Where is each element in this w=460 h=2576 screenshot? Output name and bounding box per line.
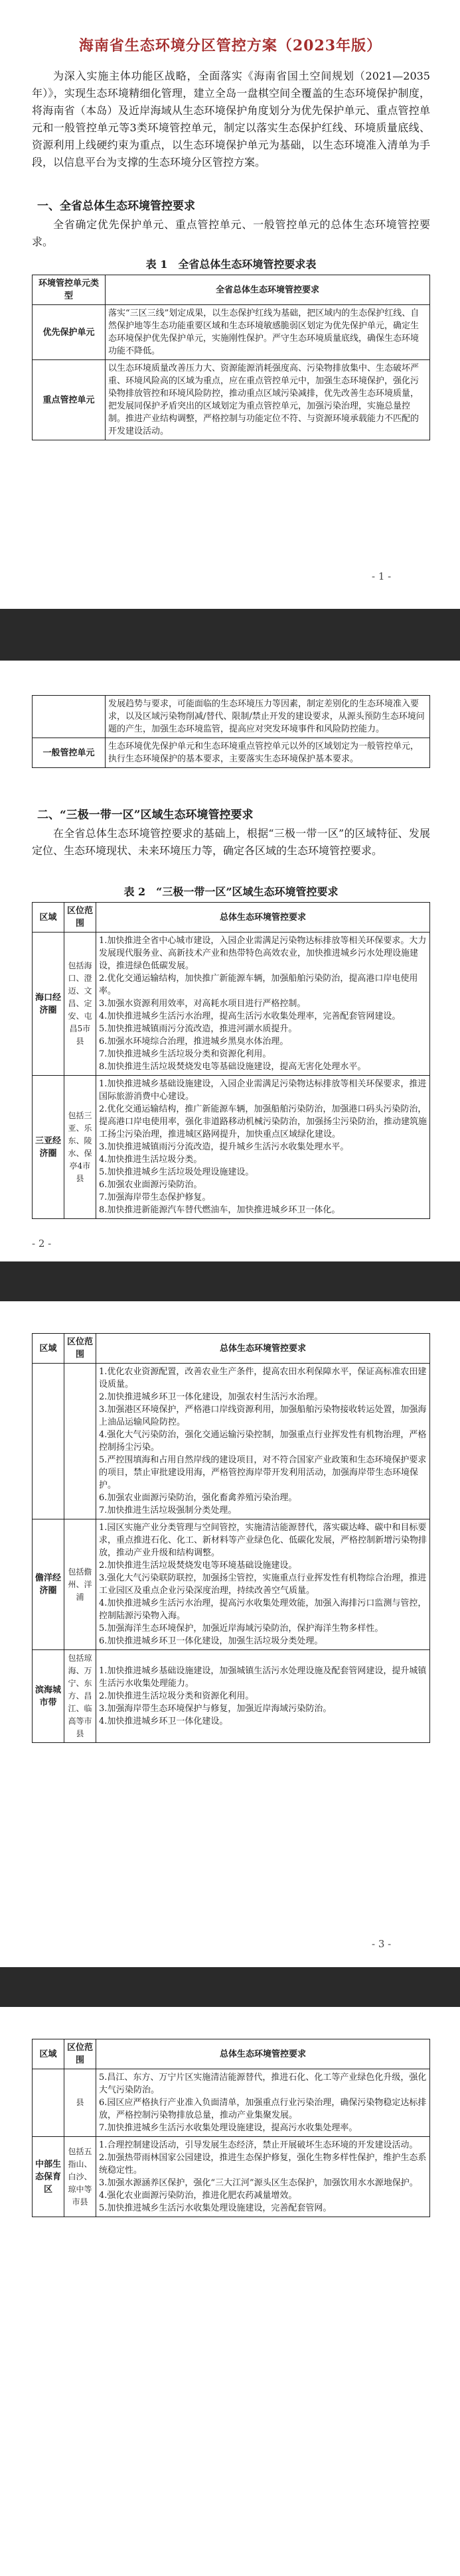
scope-cell: 包括儋州、洋浦 (64, 1519, 96, 1650)
page-number: - 2 - (32, 1238, 52, 1250)
requirement-cell: 1.合理控制建设活动，引导发展生态经济，禁止开展破坏生态环境的开发建设活动。 2.加强热带雨林国家公园建设，推进生态保护修复，强化生物多样性保护，维护生态系统稳定性。 3.加强水源涵养区保护，强化“三大江河”源头区生态保护，加强饮用水水源地保护。 4.强化农业面源污染防治，推进化肥农药减量增效。 5.加快推进城乡生活污水收集处理设施建设，完善配套管网。 (96, 2137, 430, 2217)
region-cell: 滨海城市带 (33, 1650, 64, 1743)
table-2 (32, 902, 430, 1219)
table-row (33, 2069, 430, 2137)
document-page-3 (0, 1301, 460, 1967)
table-row (33, 360, 430, 440)
table-1-continued (32, 695, 430, 768)
page-title: 海南省生态环境分区管控方案（2023年版） (78, 37, 382, 54)
requirement-cell: 5.昌江、东方、万宁片区实施清洁能源替代，推进石化、化工等产业绿色化升级，强化大气污染防治。 6.园区应严格执行产业准入负面清单，加强重点行业污染治理，确保污染物稳定达标排放，严格控制污染物排放总量，推动产业集聚发展。 7.加快推进城乡生活污水收集处理设施建设，提高污水收集处理率。 (96, 2069, 430, 2137)
intro-paragraph: 为深入实施主体功能区战略，全面落实《海南省国土空间规划（2021—2035年）》，实现生态环境精细化管理，建立全岛一盘棋空间全覆盖的生态环境保护制度，将海南省（本岛）及近岸海域从生态环境保护角度划分为优先保护单元、重点管控单元和一般管控单元等3类环境管控单元，制定以落实生态保护红线、环境质量底线、资源利用上线硬约束为重点，以生态环境保护单元为基础，以生态环境准入清单为手段，以信息平台为支撑的生态环境分区管控方案。 (32, 70, 430, 168)
document-page-1 (0, 0, 460, 609)
unit-type-cell: 优先保护单元 (33, 305, 106, 360)
scope-cell: 包括海口、澄迈、文昌、定安、屯昌5市县 (64, 933, 96, 1076)
table-2-continued (32, 1333, 430, 1743)
region-cell: 儋洋经济圈 (33, 1519, 64, 1650)
scope-cell: 包括五指山、白沙、琼中等市县 (64, 2137, 96, 2217)
requirement-cell: 发展趋势与要求，可能面临的生态环境压力等因素，制定差别化的生态环境准入要求，以及区域污染物削减/替代、限制/禁止开发的建设要求，从源头预防生态环境问题的产生，加强生态环境监管，提高应对突发环境事件和风险防控能力。 (106, 696, 430, 738)
table-header-cell: 区位范围 (64, 2039, 96, 2069)
table-row (33, 2137, 430, 2217)
document-page-2 (0, 661, 460, 1261)
table-1-caption: 表 1 全省总体生态环境管控要求表 (145, 258, 317, 271)
table-2-continued (32, 2039, 430, 2217)
unit-type-cell: 重点管控单元 (33, 360, 106, 440)
section-heading-1: 一、全省总体生态环境管控要求 (37, 200, 195, 213)
region-cell: 三亚经济圈 (33, 1076, 64, 1219)
region-cell (33, 1364, 64, 1519)
requirement-cell: 1.加快推进城乡基础设施建设，加强城镇生活污水处理设施及配套管网建设，提升城镇生活污水收集处理能力。 2.加快推进生活垃圾分类和资源化利用。 3.加强海岸带生态环境保护与修复，加强近岸海域污染防治。 4.加快推进城乡环卫一体化建设。 (96, 1650, 430, 1743)
requirement-cell: 1.园区实施产业分类管理与空间管控，实施清洁能源替代，落实碳达峰、碳中和目标要求，重点推进石化、化工、新材料等产业绿色化、低碳化发展，严格控制新增污染物排放，推动产业升级和结构调整。 2.加快推进生活垃圾焚烧发电等环境基础设施建设。 3.强化大气污染联防联控，加强扬尘管控，实施重点行业挥发性有机物综合治理，推进工业园区及重点企业污染深度治理，持续改善空气质量。 4.加快推进城乡生活污水治理，提高污水收集处理效能，加强入海排污口监测与管控，控制陆源污染物入海。 5.加强海洋生态环境保护，加强近岸海域污染防治，保护海洋生物多样性。 6.加快推进城乡环卫一体化建设，加强生活垃圾分类处理。 (96, 1519, 430, 1650)
table-header-cell: 区位范围 (64, 1334, 96, 1364)
document-page-4 (0, 2007, 460, 2576)
requirement-cell: 生态环境优先保护单元和生态环境重点管控单元以外的区域划定为一般管控单元，执行生态环境保护的基本要求，主要落实生态环境保护基本要求。 (106, 738, 430, 768)
page-separator (0, 1967, 460, 2007)
table-row (33, 1519, 430, 1650)
table-header-cell: 区域 (33, 2039, 64, 2069)
scope-cell: 县 (64, 2069, 96, 2137)
section-2-body: 在全省总体生态环境管控要求的基础上，根据“三极一带一区”的区域特征、发展定位、生态环境现状、未来环境压力等，确定各区域的生态环境管控要求。 (32, 827, 430, 857)
page-number: - 3 - (372, 1938, 392, 1950)
requirement-cell: 1.加快推进全省中心城市建设，入园企业需满足污染物达标排放等相关环保要求。大力发展现代服务业、高新技术产业和热带特色高效农业，加快推进城乡污水处理设施建设，推进绿色低碳发展。 2.优化交通运输结构，加快推广新能源车辆，加强船舶污染防治，提高港口岸电使用率。 3.加强水资源利用效率，对高耗水项目进行严格控制。 4.加快推进城乡生活污水治理，提高生活污水收集处理率，完善配套管网建设。 5.加快推进城镇雨污分流改造，推进河湖水质提升。 6.加强水环境综合治理，推进城乡黑臭水体治理。 7.加快推进城乡生活垃圾分类和资源化利用。 8.加快推进生活垃圾焚烧发电等基础设施建设，提高无害化处理水平。 (96, 933, 430, 1076)
table-row (33, 1364, 430, 1519)
region-cell (33, 2069, 64, 2137)
scope-cell: 包括三亚、乐东、陵水、保亭4市县 (64, 1076, 96, 1219)
table-header-cell: 区域 (33, 1334, 64, 1364)
region-cell: 海口经济圈 (33, 933, 64, 1076)
page-separator (0, 1261, 460, 1301)
section-heading-2: 二、“三极一带一区”区域生态环境管控要求 (37, 808, 254, 822)
table-header-cell: 总体生态环境管控要求 (96, 2039, 430, 2069)
region-cell: 中部生态保育区 (33, 2137, 64, 2217)
table-header-row (33, 903, 430, 933)
table-row (33, 933, 430, 1076)
table-header-cell: 全省总体生态环境管控要求 (106, 275, 430, 305)
table-header-cell: 区域 (33, 903, 64, 933)
scope-cell: 包括琼海、万宁、东方、昌江、临高等市县 (64, 1650, 96, 1743)
table-1 (32, 275, 430, 440)
unit-type-cell (33, 696, 106, 738)
scope-cell (64, 1364, 96, 1519)
table-header-cell: 区位范围 (64, 903, 96, 933)
table-row (33, 305, 430, 360)
requirement-cell: 以生态环境质量改善压力大、资源能源消耗强度高、污染物排放集中、生态破坏严重、环境风险高的区域为重点，应在重点管控单元中，加强生态环境保护，强化污染物排放管控和环境风险防控，推动重点区域污染减排，优先改善生态环境质量，把发展同保护矛盾突出的区域划定为重点管控单元，加强污染治理，实施总量控制。推进产业结构调整，严格控制与功能定位不符、与资源环境承载能力不匹配的开发建设活动。 (106, 360, 430, 440)
unit-type-cell: 一般管控单元 (33, 738, 106, 768)
table-2-caption: 表 2 “三极一带一区”区域生态环境管控要求 (123, 885, 339, 898)
table-row (33, 1076, 430, 1219)
table-header-cell: 环境管控单元类型 (33, 275, 106, 305)
section-1-body: 全省确定优先保护单元、重点管控单元、一般管控单元的总体生态环境管控要求。 (32, 218, 430, 248)
table-header-row (33, 275, 430, 305)
table-row (33, 1650, 430, 1743)
table-row (33, 738, 430, 768)
table-header-cell: 总体生态环境管控要求 (96, 903, 430, 933)
page-number: - 1 - (372, 570, 392, 582)
requirement-cell: 1.优化农业资源配置，改善农业生产条件，提高农田水利保障水平，保证高标准农田建设质量。 2.加快推进城乡环卫一体化建设，加强农村生活污水治理。 3.加强港区环境保护，严格港口岸线资源利用，加强船舶污染物接收转运处置，加强海上油品运输风险防控。 4.强化大气污染防治，强化交通运输污染控制，加强重点行业挥发性有机物治理，严格控制扬尘污染。 5.严控围填海和占用自然岸线的建设项目，对不符合国家产业政策和生态环境保护要求的项目，禁止审批建设用海，严格管控海岸带开发利用活动，加强海岸带生态环境保护。 6.加强农业面源污染防治，强化畜禽养殖污染治理。 7.加快推进生活垃圾强制分类处理。 (96, 1364, 430, 1519)
table-header-cell: 总体生态环境管控要求 (96, 1334, 430, 1364)
table-header-row (33, 2039, 430, 2069)
requirement-cell: 1.加快推进城乡基础设施建设，入园企业需满足污染物达标排放等相关环保要求，推进国际旅游消费中心建设。 2.优化交通运输结构，推广新能源车辆，加强船舶污染防治，加强港口码头污染防治，提高港口岸电使用率，强化非道路移动机械污染防治，加强扬尘污染防治，推动建筑施工扬尘污染治理，推进城区路网提升，加快重点区域绿化建设。 3.加快推进城镇雨污分流改造，提升城乡生活污水收集处理水平。 4.加快推进生活垃圾分类。 5.加快推进城乡生活垃圾处理设施建设。 6.加强农业面源污染防治。 7.加强海岸带生态保护修复。 8.加快推进新能源汽车替代燃油车，加快推进城乡环卫一体化。 (96, 1076, 430, 1219)
page-separator (0, 609, 460, 661)
table-header-row (33, 1334, 430, 1364)
requirement-cell: 落实“三区三线”划定成果，以生态保护红线为基础，把区域内的生态保护红线、自然保护地等生态功能重要区域和生态环境敏感脆弱区划定为优先保护单元，确定生态环境保护优先保护单元，实施刚性保护。严守生态环境质量底线，确保生态环境功能不降低。 (106, 305, 430, 360)
table-row (33, 696, 430, 738)
